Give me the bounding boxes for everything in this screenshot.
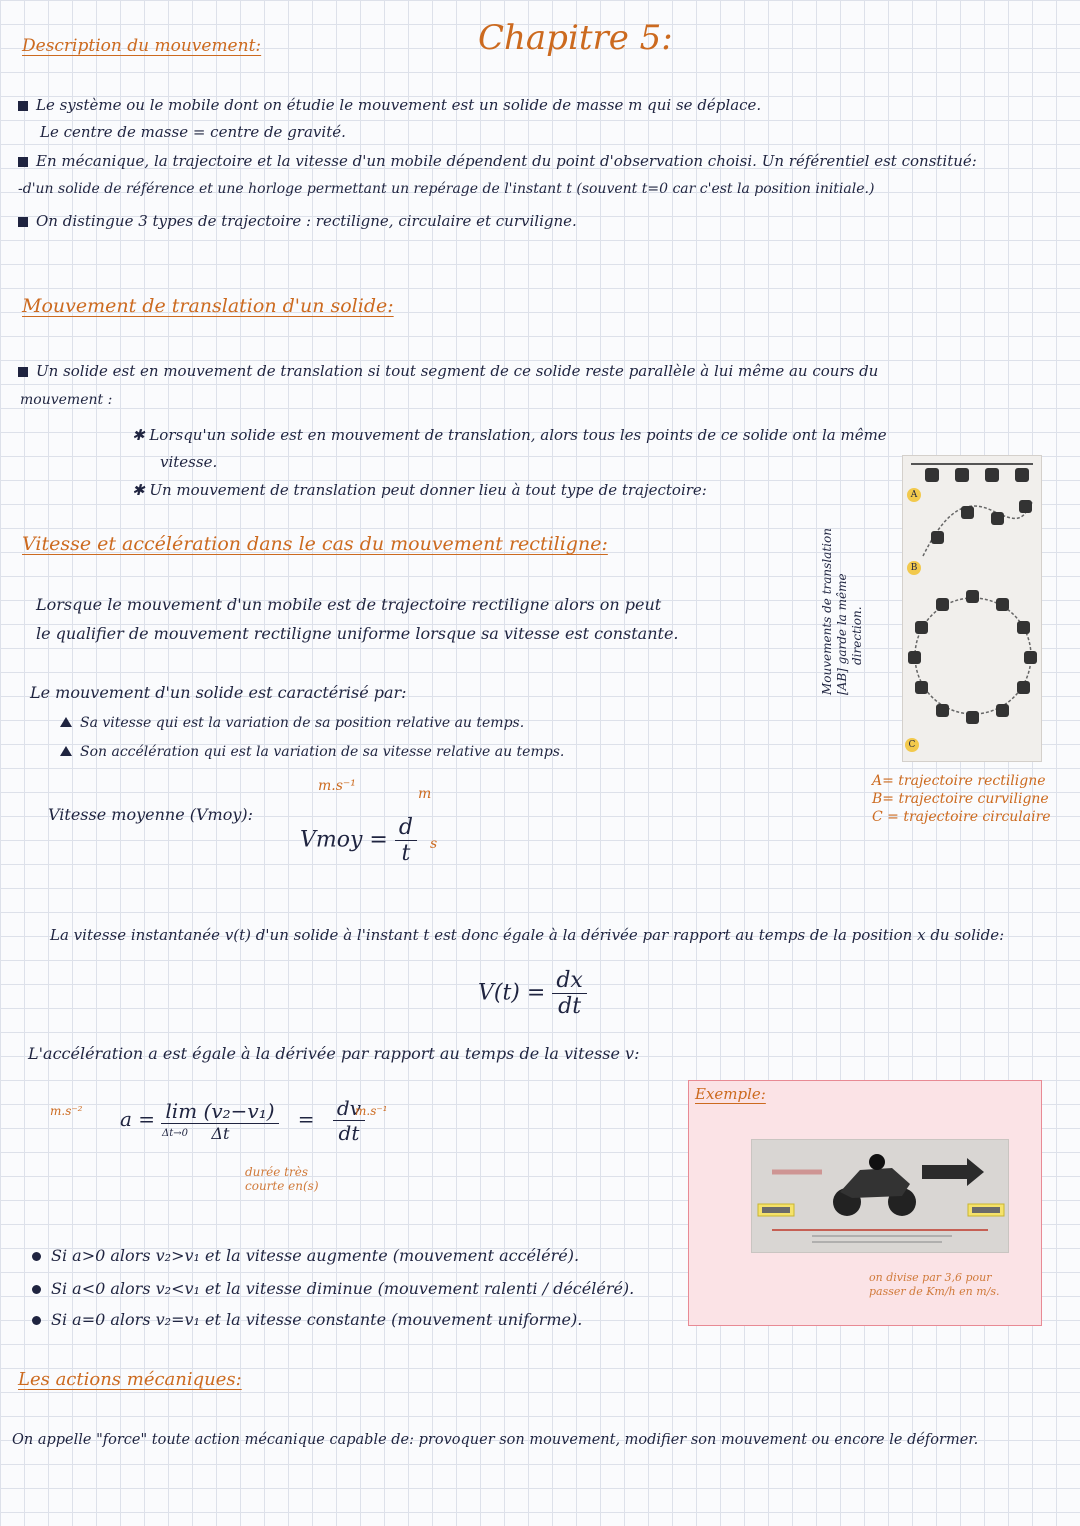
translation-star2: ✱ Un mouvement de translation peut donner lieu à tout type de trajectoire: bbox=[132, 481, 707, 499]
vmoy-numerator: d bbox=[395, 815, 417, 841]
acc-limit-denominator: Δt bbox=[211, 1123, 230, 1143]
intro-line3: On distingue 3 types de trajectoire : rectiligne, circulaire et curviligne. bbox=[18, 212, 577, 230]
asterisk-icon: ✱ bbox=[132, 426, 150, 444]
acc-equals: = bbox=[297, 1107, 315, 1131]
asterisk-icon: ✱ bbox=[132, 481, 150, 499]
translation-star1: ✱ Lorsqu'un solide est en mouvement de translation, alors tous les points de ce solide ont la même bbox=[132, 426, 887, 444]
acc-lhs: a = bbox=[120, 1107, 156, 1131]
translation-line1: Un solide est en mouvement de translation si tout segment de ce solide reste parallèle à lui même au cours du bbox=[18, 362, 878, 380]
legend-a: A= trajectoire rectiligne bbox=[872, 773, 1046, 789]
acc-lim-sub: Δt→0 bbox=[162, 1128, 188, 1139]
vertical-note-line3: direction. bbox=[850, 606, 864, 665]
inst-formula bbox=[478, 968, 587, 1019]
vmoy-fraction bbox=[395, 815, 417, 866]
exemple-image bbox=[751, 1139, 1009, 1253]
square-bullet-icon bbox=[18, 157, 28, 167]
acc-text: L'accélération a est égale à la dérivée par rapport au temps de la vitesse v: bbox=[28, 1044, 640, 1063]
translation-line1b: mouvement : bbox=[20, 392, 113, 408]
vitesse-tri2: Son accélération qui est la variation de sa vitesse relative au temps. bbox=[60, 744, 564, 760]
square-bullet-icon bbox=[18, 367, 28, 377]
inst-numerator: dx bbox=[552, 968, 587, 994]
acc-derivative-denominator: dt bbox=[338, 1121, 360, 1145]
label-c: C bbox=[905, 738, 919, 752]
acc-limit-numerator bbox=[161, 1099, 279, 1124]
vertical-note-line2: [AB] garde la même bbox=[835, 573, 849, 695]
vertical-note-line1: Mouvements de translation bbox=[820, 528, 834, 695]
acc-lim-num: (v₂−v₁) bbox=[203, 1098, 275, 1123]
inst-denominator: dt bbox=[558, 994, 582, 1019]
chapter-title: Chapitre 5: bbox=[478, 18, 673, 58]
exemple-note-line1: on divise par 3,6 pour bbox=[869, 1271, 992, 1284]
acc-note-line1: durée très bbox=[245, 1165, 308, 1179]
case-1: Si a>0 alors v₂>v₁ et la vitesse augmente (mouvement accéléré). bbox=[32, 1246, 579, 1265]
figure-vertical-note bbox=[820, 515, 880, 695]
figure-legend bbox=[872, 772, 1051, 826]
vitesse-title: Vitesse et accélération dans le cas du mouvement rectiligne: bbox=[22, 533, 608, 555]
intro-line2b: -d'un solide de référence et une horloge permettant un repérage de l'instant t (souvent t=0 car c'est la position initiale.) bbox=[18, 181, 875, 197]
acc-formula bbox=[120, 1096, 365, 1145]
intro-line1: Le système ou le mobile dont on étudie le mouvement est un solide de masse m qui se déplace. bbox=[18, 96, 761, 114]
intro-line2: En mécanique, la trajectoire et la vitesse d'un mobile dépendent du point d'observation choisi. Un référentiel est constitué: bbox=[18, 152, 977, 170]
vmoy-unit-s: s bbox=[430, 836, 438, 852]
square-bullet-icon bbox=[18, 101, 28, 111]
vmoy-denominator: t bbox=[401, 841, 411, 866]
case-3: Si a=0 alors v₂=v₁ et la vitesse constante (mouvement uniforme). bbox=[32, 1310, 582, 1329]
acc-unit-right: m.s⁻¹ bbox=[355, 1104, 388, 1118]
vitesse-p2: Le mouvement d'un solide est caractérisé par: bbox=[30, 683, 407, 702]
vmoy-label: Vitesse moyenne (Vmoy): bbox=[48, 805, 254, 824]
square-bullet-icon bbox=[18, 217, 28, 227]
trajectory-figure bbox=[902, 455, 1042, 762]
exemple-title: Exemple: bbox=[695, 1085, 766, 1103]
acc-derivative-numerator: dv bbox=[333, 1096, 365, 1121]
acc-note-line2: courte en(s) bbox=[245, 1179, 319, 1193]
legend-c: C = trajectoire circulaire bbox=[872, 809, 1051, 825]
legend-b: B= trajectoire curviligne bbox=[872, 791, 1049, 807]
vitesse-tri1: Sa vitesse qui est la variation de sa position relative au temps. bbox=[60, 715, 524, 731]
dot-bullet-icon bbox=[32, 1252, 41, 1261]
inst-fraction bbox=[552, 968, 587, 1019]
vitesse-p1: Lorsque le mouvement d'un mobile est de trajectoire rectiligne alors on peut bbox=[36, 595, 662, 614]
exemple-note-line2: passer de Km/h en m/s. bbox=[869, 1285, 1000, 1298]
dot-bullet-icon bbox=[32, 1285, 41, 1294]
intro-line1b: Le centre de masse = centre de gravité. bbox=[40, 123, 346, 141]
vmoy-unit: m.s⁻¹ bbox=[318, 778, 356, 794]
actions-line: On appelle "force" toute action mécanique capable de: provoquer son mouvement, modifier son mouvement ou encore le déformer. bbox=[12, 1432, 979, 1448]
triangle-bullet-icon bbox=[60, 717, 72, 727]
case-2: Si a<0 alors v₂<v₁ et la vitesse diminue (mouvement ralenti / décéléré). bbox=[32, 1279, 634, 1298]
exemple-note bbox=[869, 1271, 1000, 1299]
trajectory-figure-svg bbox=[903, 456, 1041, 761]
vmoy-formula bbox=[300, 815, 417, 866]
vmoy-unit-m: m bbox=[418, 786, 432, 802]
acc-unit-left: m.s⁻² bbox=[50, 1104, 83, 1118]
acc-lim: lim bbox=[165, 1098, 198, 1123]
translation-title: Mouvement de translation d'un solide: bbox=[22, 295, 394, 317]
description-title: Description du mouvement: bbox=[22, 36, 262, 56]
acc-note bbox=[245, 1165, 319, 1193]
label-b: B bbox=[907, 561, 921, 575]
dot-bullet-icon bbox=[32, 1316, 41, 1325]
motorcycle-illustration bbox=[752, 1140, 1008, 1252]
actions-title: Les actions mécaniques: bbox=[18, 1369, 242, 1390]
inst-lhs: V(t) = bbox=[478, 980, 546, 1006]
label-a: A bbox=[907, 488, 921, 502]
vitesse-p1b: le qualifier de mouvement rectiligne uniforme lorsque sa vitesse est constante. bbox=[36, 624, 679, 643]
vmoy-lhs: Vmoy = bbox=[300, 827, 388, 853]
exemple-box bbox=[688, 1080, 1042, 1326]
translation-star1b: vitesse. bbox=[160, 453, 218, 471]
triangle-bullet-icon bbox=[60, 746, 72, 756]
inst-text: La vitesse instantanée v(t) d'un solide à l'instant t est donc égale à la dérivée par rapport au temps de la position x du solide: bbox=[50, 926, 1005, 944]
